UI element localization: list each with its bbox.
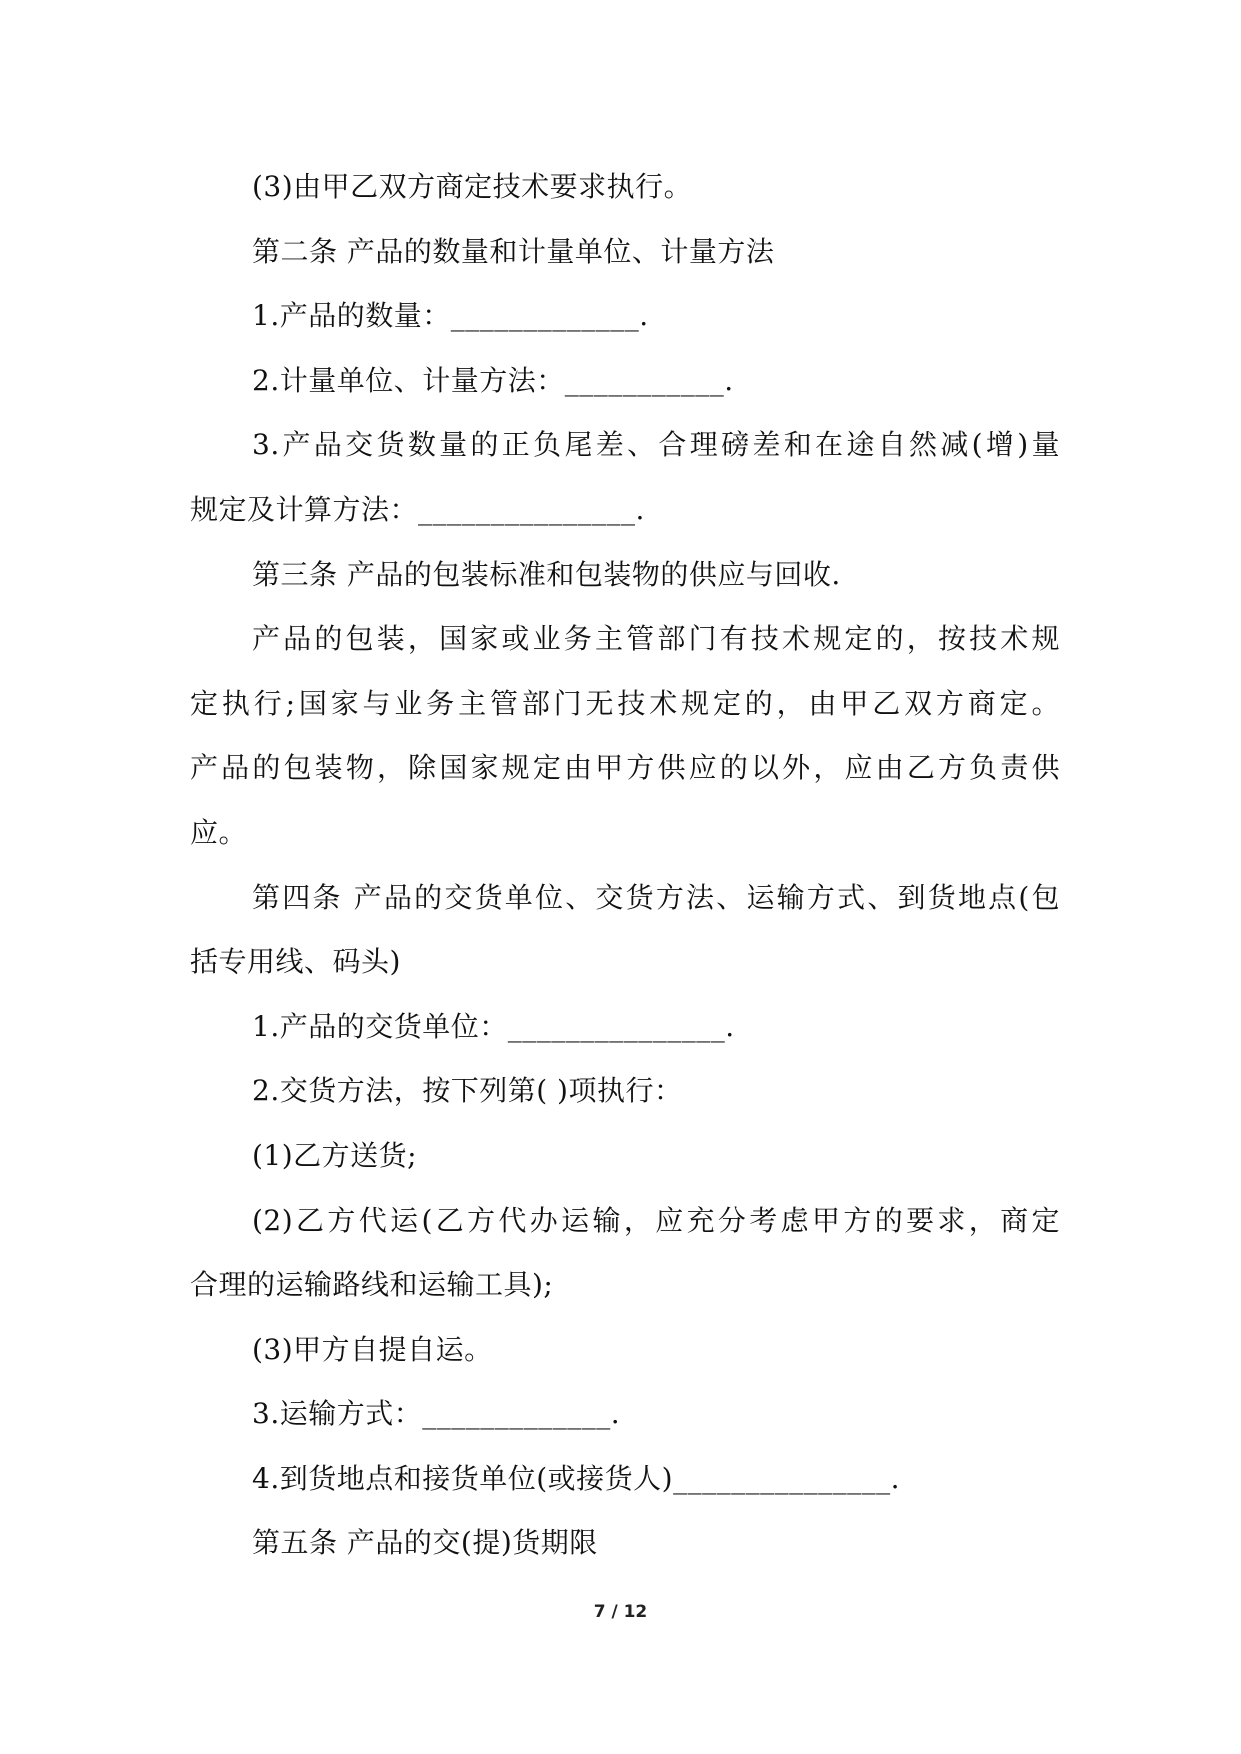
text-line: 3.运输方式：_____________. bbox=[252, 1397, 621, 1431]
text-line: (2)乙方代运(乙方代办运输，应充分考虑甲方的要求，商定 bbox=[252, 1203, 1060, 1237]
text-line: 2.计量单位、计量方法：___________. bbox=[252, 363, 734, 397]
text-line: 1.产品的数量：_____________. bbox=[252, 299, 649, 333]
text-line: 应。 bbox=[190, 815, 248, 849]
text-line: 3.产品交货数量的正负尾差、合理磅差和在途自然减(增)量 bbox=[252, 428, 1060, 462]
page-number: 7 / 12 bbox=[593, 1602, 648, 1622]
text-line: 2.交货方法，按下列第( )项执行： bbox=[252, 1074, 683, 1108]
text-line: 1.产品的交货单位：_______________. bbox=[252, 1009, 735, 1043]
text-line: 规定及计算方法：_______________. bbox=[190, 492, 645, 526]
text-line: (1)乙方送货; bbox=[252, 1138, 418, 1172]
section-heading: 第五条 产品的交(提)货期限 bbox=[252, 1526, 598, 1560]
text-line: 产品的包装物，除国家规定由甲方供应的以外，应由乙方负责供 bbox=[190, 751, 1060, 785]
text-line: 产品的包装，国家或业务主管部门有技术规定的，按技术规 bbox=[252, 622, 1060, 656]
text-line: 定执行;国家与业务主管部门无技术规定的，由甲乙双方商定。 bbox=[190, 686, 1060, 720]
section-heading: 第四条 产品的交货单位、交货方法、运输方式、到货地点(包 bbox=[252, 880, 1060, 914]
section-heading: 第三条 产品的包装标准和包装物的供应与回收. bbox=[252, 557, 841, 591]
text-line: 4.到货地点和接货单位(或接货人)_______________. bbox=[252, 1461, 900, 1495]
text-line: 括专用线、码头) bbox=[190, 945, 401, 979]
text-line: (3)由甲乙双方商定技术要求执行。 bbox=[252, 170, 693, 203]
text-line: 合理的运输路线和运输工具); bbox=[190, 1268, 554, 1302]
document-body bbox=[190, 155, 1060, 1576]
section-heading: 第二条 产品的数量和计量单位、计量方法 bbox=[252, 234, 775, 268]
text-line: (3)甲方自提自运。 bbox=[252, 1332, 493, 1366]
